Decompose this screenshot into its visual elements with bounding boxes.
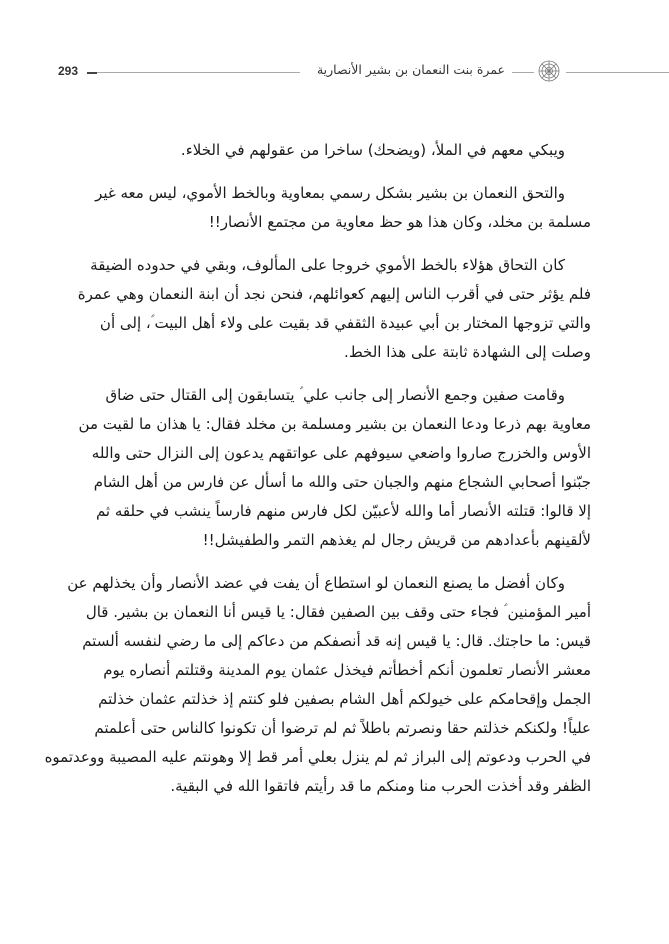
text-line: فلم يؤثر حتى في أقرب الناس إليهم كعوائلهم، فنحن نجد أن ابنة النعمان وهي عمرة	[77, 285, 591, 303]
text-line: وكان أفضل ما يصنع النعمان لو استطاع أن يفت في عضد الأنصار وأن يخذلهم عن	[67, 574, 565, 592]
text-line: قيس: ما حاجتك. قال: يا قيس إنه قد أنصفكم من دعاكم إلى ما رضي لنفسه ألستم	[82, 632, 591, 650]
paragraph	[44, 569, 591, 801]
text-line: جبّنوا أصحابي الشجاع منهم والجبان حتى والله ما أسأل عن فارس من أهل الشام	[93, 473, 591, 491]
page-number: 293	[58, 64, 79, 78]
paragraph	[95, 179, 591, 237]
text-line: الأوس والخزرج صاروا واضعي سيوفهم على عواتقهم يدعون إلى النزال حتى والله	[91, 444, 591, 462]
page-number-dash	[87, 72, 97, 74]
text-line: معاوية بهم ذرعا ودعا النعمان بن بشير ومسلمة بن مخلد فقال: يا هذان ما لقيت من	[78, 415, 591, 433]
text-line: معشر الأنصار تعلمون أنكم أخطأتم فيخذل عثمان يوم المدينة وقتلتم أنصاره يوم	[103, 661, 591, 679]
text-line: لألقينهم بأعدادهم من قريش رجال لم يغذهم التمر والطفيشل!!	[202, 531, 591, 549]
paragraph	[78, 381, 591, 555]
header-rule-left	[97, 72, 300, 73]
text-line: ويبكي معهم في الملأ، (ويضحك) ساخرا من عقولهم في الخلاء.	[180, 141, 565, 159]
text-line: علياً! ولكنكم خذلتم حقا ونصرتم باطلاً ثم لم ترضوا أن تكونوا كالناس حتى أعلمتم	[94, 719, 591, 737]
text-line: كان التحاق هؤلاء بالخط الأموي خروجا على المألوف، وبقي في حدوده الضيقة	[90, 256, 565, 274]
paragraph	[107, 136, 591, 165]
header-rule-right	[566, 72, 669, 73]
text-line: والتي تزوجها المختار بن أبي عبيدة الثقفي قد بقيت على ولاء أهل البيت ؑ، إلى أن	[99, 314, 591, 332]
text-line: وقامت صفين وجمع الأنصار إلى جانب علي ؑ يتسابقون إلى القتال حتى ضاق	[105, 386, 565, 404]
running-title: عمرة بنت النعمان بن بشير الأنصارية	[316, 62, 505, 77]
text-line: مسلمة بن مخلد، وكان هذا هو حظ معاوية من مجتمع الأنصار!!	[208, 213, 591, 231]
text-line: الظفر وقد أخذت الحرب منا ومنكم ما قد رأيتم فاتقوا الله في البقية.	[170, 777, 591, 795]
running-header	[0, 60, 669, 84]
text-line: أمير المؤمنين ؑ فجاء حتى وقف بين الصفين فقال: يا قيس أنا النعمان بن بشير. قال	[85, 603, 591, 621]
text-line: في الحرب ودعوتم إلى البراز ثم لم ينزل بعلي أمر قط إلا وهونتم عليه المصيبة ووعدتموه	[44, 748, 591, 766]
text-line: إلا قالوا: قتلته الأنصار أما والله لأعبيّن لكل فارس منهم فارساً ينشب في حلقه ثم	[95, 502, 591, 520]
rosette-ornament-icon	[538, 60, 560, 82]
text-line: الجمل وإقحامكم على خيولكم أهل الشام بصفين فلو كنتم إذ خذلتم عثمان خذلتم	[98, 690, 591, 708]
paragraph	[77, 251, 591, 367]
body-text	[44, 136, 591, 815]
text-line: والتحق النعمان بن بشير بشكل رسمي بمعاوية وبالخط الأموي، ليس معه غير	[95, 184, 565, 202]
text-line: وصلت إلى الشهادة ثابتة على هذا الخط.	[344, 343, 591, 361]
header-rule-middle	[512, 72, 534, 73]
